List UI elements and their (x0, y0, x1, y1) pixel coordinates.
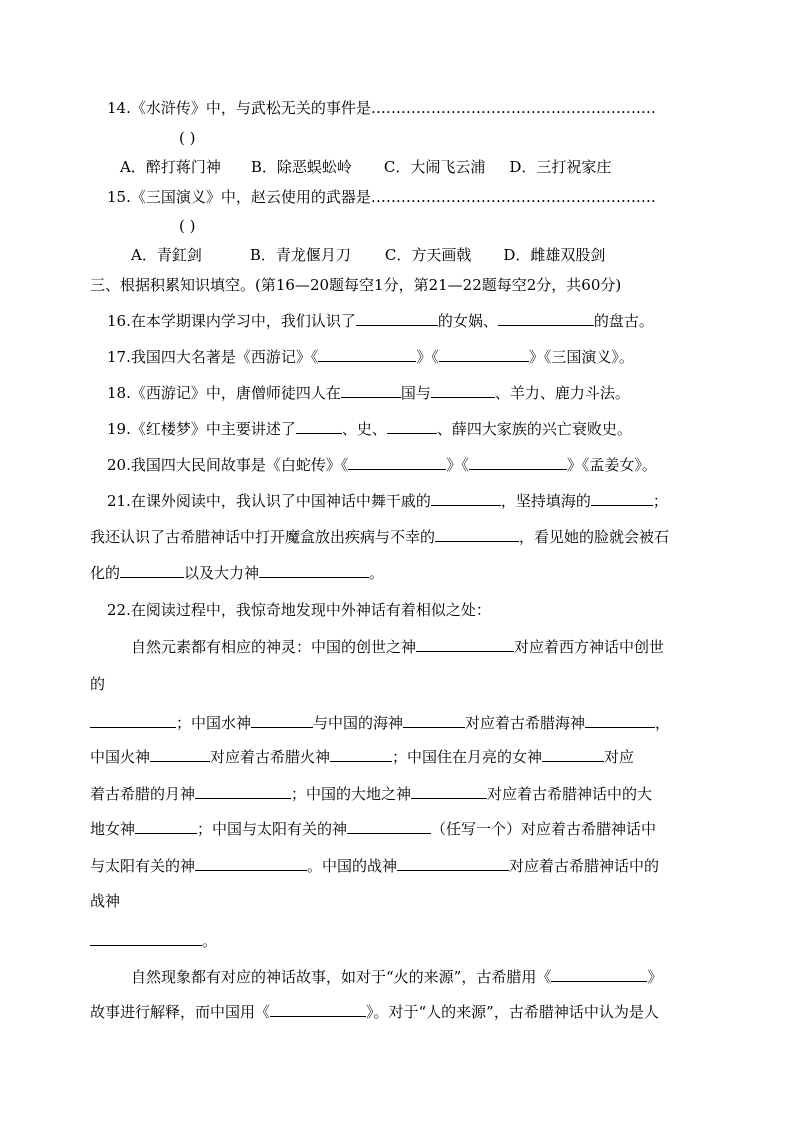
q20-text-1: 20.我国四大民间故事是《白蛇传》《 (107, 456, 349, 474)
q21-text-8: 。 (369, 564, 385, 582)
blank[interactable] (551, 966, 647, 982)
q22-text: ；中国住在月亮的女神 (392, 748, 543, 766)
q22-line-11 (90, 1001, 659, 1022)
q22-text: 对应着古希腊神话中的大 (487, 785, 653, 803)
q21-text-4: 我还认识了古希腊神话中打开魔盒放出疾病与不幸的 (90, 528, 436, 546)
q20-text-3: 》《孟姜女》。 (566, 456, 657, 474)
q22-text: 中国火神 (90, 748, 151, 766)
blank[interactable] (150, 746, 210, 762)
question-14 (107, 98, 656, 118)
blank[interactable] (347, 818, 431, 834)
blank[interactable] (90, 712, 176, 728)
q21-text-2: ，坚持填海的 (500, 492, 591, 510)
q22-text: 着古希腊的月神 (90, 785, 196, 803)
blank[interactable] (90, 930, 202, 946)
q22-text: 。 (202, 932, 218, 950)
q21-text-3: ； (652, 492, 668, 510)
q21-text-7: 以及大力神 (184, 564, 260, 582)
q22-text: 与中国的海神 (313, 714, 404, 732)
question-17 (107, 346, 634, 367)
blank[interactable] (348, 454, 446, 470)
question-19 (107, 418, 632, 439)
q22-line-7 (90, 855, 659, 876)
question-20 (107, 454, 657, 475)
options-14 (120, 157, 611, 177)
blank[interactable] (120, 562, 184, 578)
q22-line-6 (90, 818, 656, 839)
q22-text: 对应着古希腊神话中的 (509, 857, 660, 875)
blank[interactable] (431, 382, 495, 398)
q16-text-1: 16.在本学期课内学习中，我们认识了 (107, 312, 356, 330)
q21-text-5: ，看见她的脸就会被石 (519, 528, 670, 546)
q22-text: ；中国的大地之神 (291, 785, 412, 803)
q19-text-2: 、史、 (341, 420, 387, 438)
option-c: C．方天画戟 (384, 246, 472, 264)
question-21-line-1 (107, 490, 668, 511)
question-18 (107, 382, 630, 403)
q22-line-10 (131, 966, 662, 987)
q17-text-3: 》《三国演义》。 (528, 348, 634, 366)
q21-text-1: 21.在课外阅读中，我认识了中国神话中舞干戚的 (107, 492, 431, 510)
blank[interactable] (439, 346, 529, 362)
blank[interactable] (318, 346, 416, 362)
option-d: D．雌雄双股剑 (503, 246, 606, 264)
q22-text: （任写一个）对应着古希腊神话中 (431, 820, 657, 838)
question-14-text: 14.《水浒传》中，与武松无关的事件是………………………………………………… (107, 99, 656, 117)
options-15 (131, 245, 605, 265)
question-16 (107, 310, 654, 331)
blank[interactable] (259, 562, 369, 578)
blank[interactable] (498, 310, 594, 326)
question-15-text: 15.《三国演义》中，赵云使用的武器是………………………………………………… (107, 188, 656, 206)
q18-text-2: 国与 (400, 384, 431, 402)
option-a: A．青釭剑 (131, 246, 202, 264)
q18-text-3: 、羊力、鹿力斗法。 (494, 384, 630, 402)
blank[interactable] (397, 855, 509, 871)
question-15 (107, 187, 656, 207)
section-3-heading: 三、根据积累知识填空。(第16—20题每空1分，第21—22题每空2分，共60分) (90, 276, 622, 294)
blank[interactable] (403, 712, 465, 728)
q18-text-1: 18.《西游记》中，唐僧师徒四人在 (107, 384, 341, 402)
blank[interactable] (469, 454, 567, 470)
q19-text-3: 、薛四大家族的兴亡衰败史。 (436, 420, 632, 438)
q22-text: 对应 (604, 748, 635, 766)
blank[interactable] (585, 712, 655, 728)
blank[interactable] (416, 636, 514, 652)
blank[interactable] (270, 1001, 366, 1017)
answer-paren-14: ( ) (179, 129, 196, 147)
blank[interactable] (195, 783, 291, 799)
option-b: B．青龙偃月刀 (249, 246, 351, 264)
q22-text: 》。对于“人的来源”，古希腊神话中认为是人 (366, 1003, 659, 1021)
q22-line-1 (131, 636, 664, 657)
q22-text: 自然元素都有相应的神灵：中国的创世之神 (131, 638, 417, 656)
q22-line-2: 的 (90, 675, 106, 693)
q17-text-2: 》《 (416, 348, 439, 366)
q22-text: 自然现象都有对应的神话故事，如对于“火的来源”，古希腊用《 (131, 968, 552, 986)
answer-paren-15: ( ) (179, 217, 196, 235)
q16-text-2: 的女娲、 (437, 312, 498, 330)
blank[interactable] (356, 310, 438, 326)
q22-line-5 (90, 783, 652, 804)
blank[interactable] (435, 526, 519, 542)
blank[interactable] (330, 746, 392, 762)
q22-line-4 (90, 746, 634, 767)
q20-text-2: 》《 (446, 456, 469, 474)
question-22-intro: 22.在阅读过程中，我惊奇地发现中外神话有着相似之处： (107, 601, 491, 619)
q22-line-9 (90, 930, 217, 951)
q22-text: 故事进行解释，而中国用《 (90, 1003, 271, 1021)
q22-text: 地女神 (90, 820, 136, 838)
q22-text: 对应着古希腊火神 (210, 748, 331, 766)
q19-text-1: 19.《红楼梦》中主要讲述了 (107, 420, 296, 438)
q21-text-6: 化的 (90, 564, 121, 582)
q22-text: 对应着古希腊海神 (465, 714, 586, 732)
q22-text: ， (655, 714, 671, 732)
q22-text: 。中国的战神 (307, 857, 398, 875)
blank[interactable] (195, 855, 307, 871)
blank[interactable] (411, 783, 487, 799)
blank[interactable] (431, 490, 501, 506)
q17-text-1: 17.我国四大名著是《西游记》《 (107, 348, 319, 366)
q22-text: ；中国水神 (176, 714, 252, 732)
blank[interactable] (135, 818, 197, 834)
q16-text-3: 的盘古。 (593, 312, 654, 330)
question-21-line-3 (90, 562, 384, 583)
question-21-line-2 (90, 526, 669, 547)
option-d: D．三打祝家庄 (509, 158, 612, 176)
q22-line-8: 战神 (90, 892, 121, 910)
blank[interactable] (251, 712, 313, 728)
option-a: A．醉打蒋门神 (120, 158, 221, 176)
blank[interactable] (591, 490, 653, 506)
blank[interactable] (387, 418, 437, 434)
q22-text: 》 (647, 968, 663, 986)
q22-text: ；中国与太阳有关的神 (197, 820, 348, 838)
q22-line-3 (90, 712, 670, 733)
q22-text: 与太阳有关的神 (90, 857, 196, 875)
option-b: B．除恶蜈蚣岭 (250, 158, 352, 176)
blank[interactable] (341, 382, 401, 398)
blank[interactable] (296, 418, 342, 434)
q22-text: 对应着西方神话中创世 (514, 638, 665, 656)
option-c: C．大闹飞云浦 (383, 158, 486, 176)
blank[interactable] (542, 746, 604, 762)
